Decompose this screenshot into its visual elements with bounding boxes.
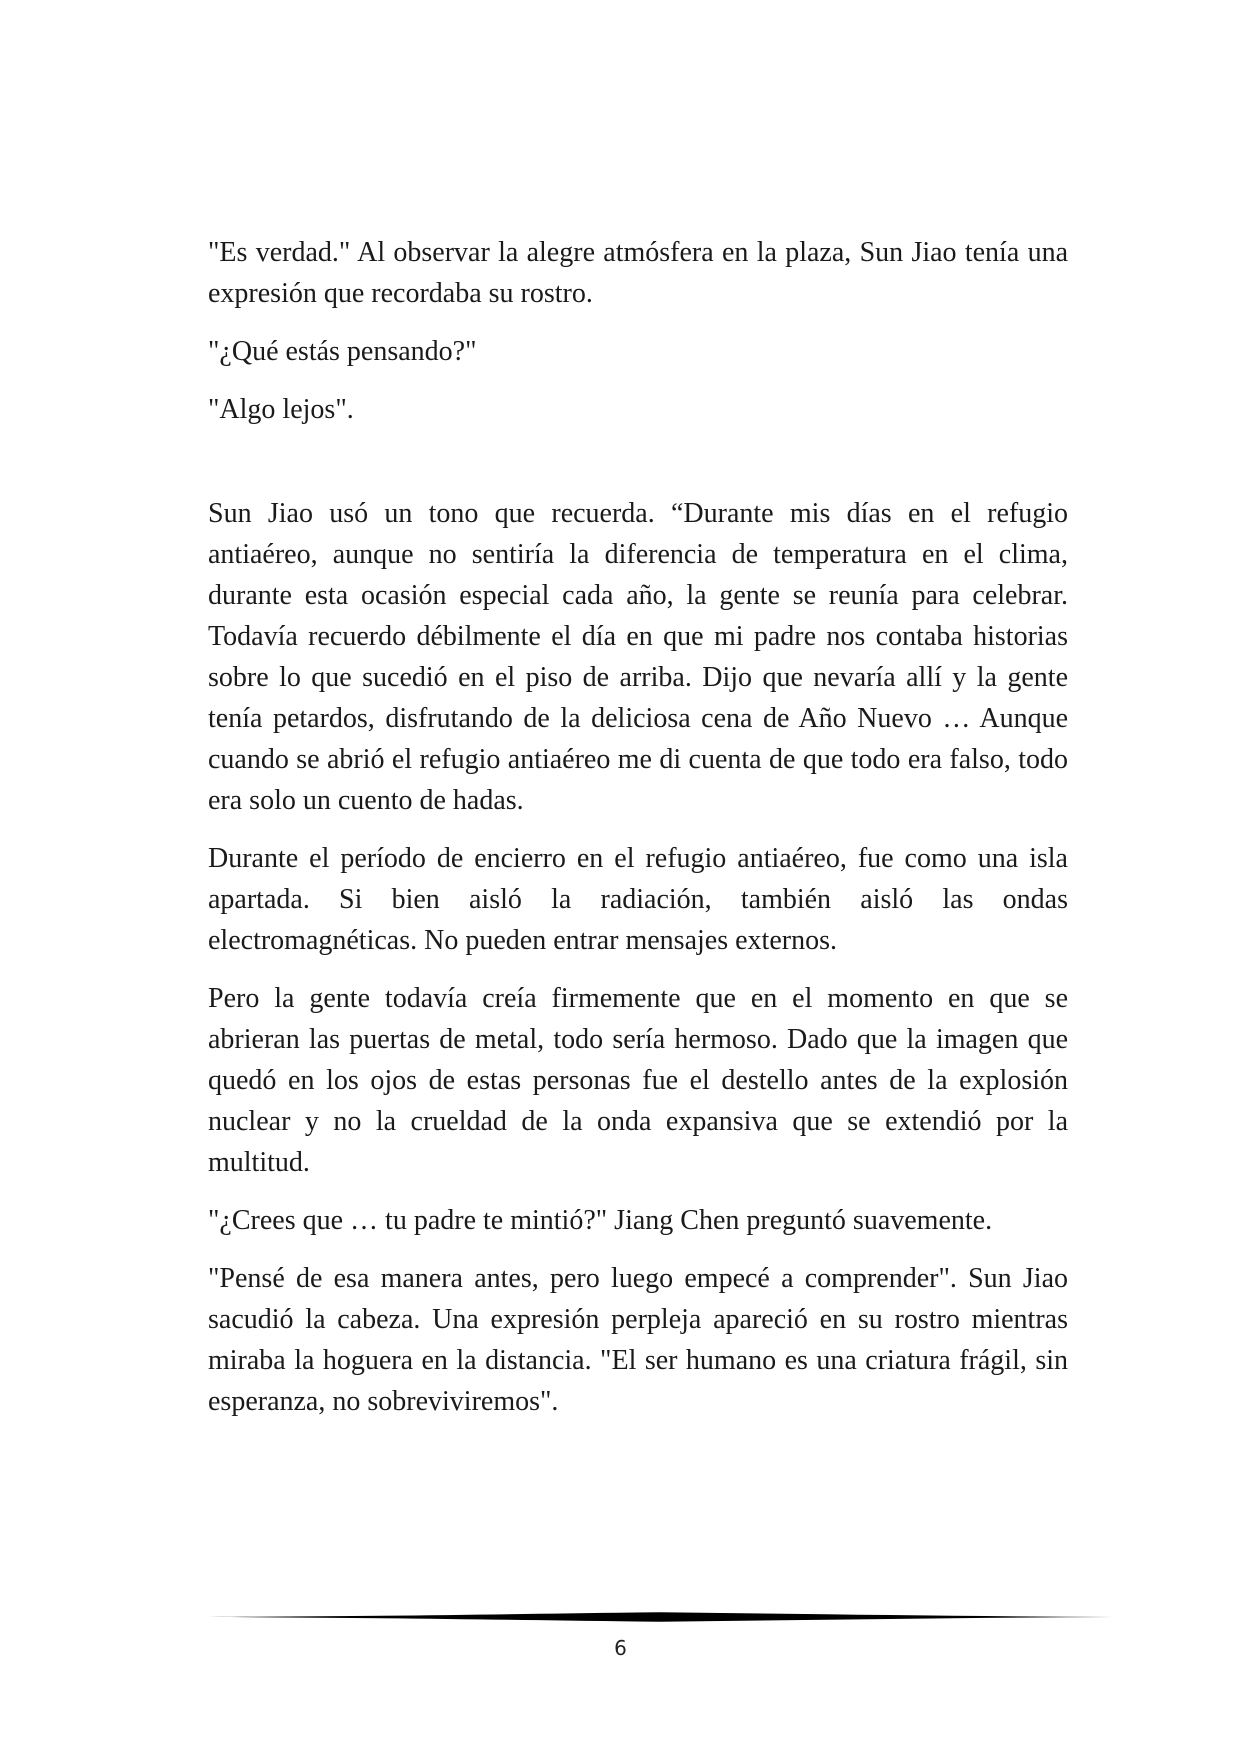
paragraph-4: Sun Jiao usó un tono que recuerda. “Durante mis días en el refugio antiaéreo, aunque no sentiría la diferencia de temperatura en el clima, durante esta ocasión especial cada año, la gente se reunía para celebrar. Todavía recuerdo débilmente el día en que mi padre nos contaba historias sobre lo que sucedió en el piso de arriba. Dijo que nevaría allí y la gente tenía petardos, disfrutando de la deliciosa cena de Año Nuevo … Aunque cuando se abrió el refugio antiaéreo me di cuenta de que todo era falso, todo era solo un cuento de hadas.	[208, 498, 1068, 816]
paragraph-6: Pero la gente todavía creía firmemente que en el momento en que se abrieran las puertas de metal, todo sería hermoso. Dado que la imagen que quedó en los ojos de estas personas fue el destello antes de la explosión nuclear y no la crueldad de la onda expansiva que se extendió por la multitud.	[208, 983, 1068, 1178]
paragraph-7: "¿Crees que … tu padre te mintió?" Jiang Chen preguntó suavemente.	[208, 1205, 993, 1236]
paragraph-3: "Algo lejos".	[208, 394, 354, 425]
paragraph-1: "Es verdad." Al observar la alegre atmósfera en la plaza, Sun Jiao tenía una expresión que recordaba su rostro.	[208, 237, 1068, 309]
paragraph-2: "¿Qué estás pensando?"	[208, 336, 477, 367]
body-text	[208, 232, 1068, 1439]
paragraph-8: "Pensé de esa manera antes, pero luego empecé a comprender". Sun Jiao sacudió la cabeza. Una expresión perpleja apareció en su rostro mientras miraba la hoguera en la distancia. "El ser humano es una criatura frágil, sin esperanza, no sobreviviremos".	[208, 1263, 1068, 1417]
section-break	[208, 447, 1068, 493]
footer-divider	[208, 1610, 1113, 1624]
paragraph-5: Durante el período de encierro en el refugio antiaéreo, fue como una isla apartada. Si bien aisló la radiación, también aisló las ondas electromagnéticas. No pueden entrar mensajes externos.	[208, 843, 1068, 956]
page-number: 6	[614, 1636, 627, 1660]
